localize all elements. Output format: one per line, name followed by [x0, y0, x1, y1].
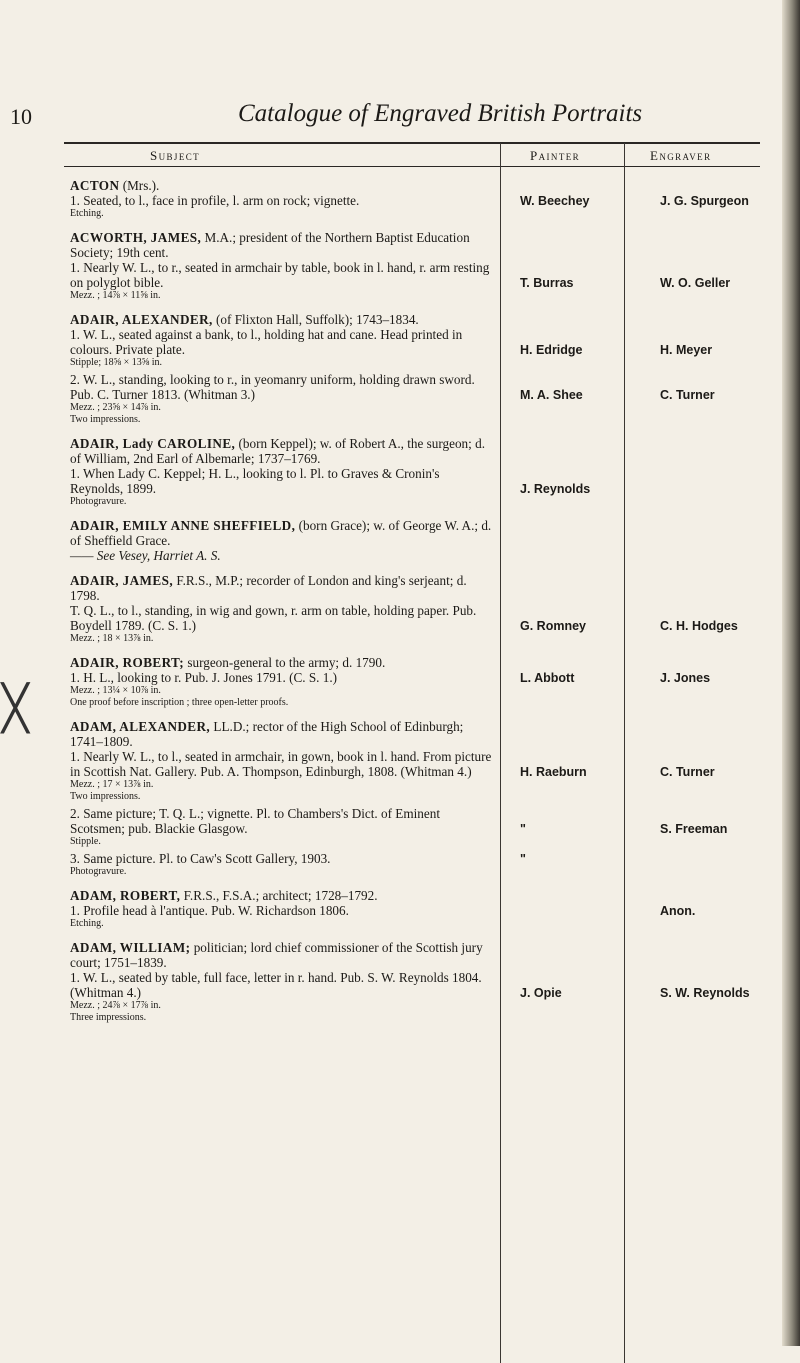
column-header-painter: Painter [530, 148, 581, 163]
item-detail: Etching. [70, 208, 104, 219]
item-text: 3. Same picture. Pl. to Caw's Scott Gallery, 1903. [70, 851, 331, 866]
column-header-subject: Subject [150, 148, 201, 163]
entry-name: ADAIR, ROBERT; [70, 655, 185, 670]
painter-name: " [520, 822, 526, 836]
entry-description: surgeon-general to the army; d. 1790. [187, 655, 386, 670]
entry-item [70, 260, 800, 302]
entry-description: (Mrs.). [122, 178, 160, 193]
item-text: 1. Profile head à l'antique. Pub. W. Richardson 1806. [70, 903, 349, 918]
item-text: 1. When Lady C. Keppel; H. L., looking to l. Pl. to Graves & Cronin's Reynolds, 1899. [70, 466, 440, 496]
item-text: 1. Nearly W. L., to r., seated in armchair by table, book in l. hand, r. arm resting on polyglot bible. [70, 260, 490, 290]
entry-item [70, 603, 800, 645]
catalogue-entry [70, 719, 800, 878]
entry-name: ADAIR, ALEXANDER, [70, 312, 213, 327]
entry-item [70, 970, 800, 1024]
item-text: 1. H. L., looking to r. Pub. J. Jones 1791. (C. S. 1.) [70, 670, 338, 685]
painter-name: G. Romney [520, 619, 586, 633]
item-text: 1. W. L., seated against a bank, to l., holding hat and cane. Head printed in colours. Private plate. [70, 327, 463, 357]
entry-description: politician; lord chief commissioner of the Scottish jury court; 1751–1839. [70, 940, 483, 970]
entry-name: ADAIR, EMILY ANNE SHEFFIELD, [70, 518, 296, 533]
entry-item [70, 548, 800, 563]
entry-description: F.R.S., F.S.A.; architect; 1728–1792. [183, 888, 378, 903]
handwritten-cross-mark: ╳ [2, 683, 29, 734]
running-title: Catalogue of Engraved British Portraits [238, 100, 643, 127]
catalogue-body [70, 178, 800, 1034]
catalogue-entry [70, 312, 800, 426]
item-detail: Mezz. ; 18 × 13⅞ in. [70, 633, 154, 644]
entry-description: (of Flixton Hall, Suffolk); 1743–1834. [216, 312, 419, 327]
catalogue-entry [70, 230, 800, 302]
item-text: 1. Nearly W. L., to l., seated in armchair, in gown, book in l. hand. From picture in Scottish Nat. Gallery. Pub. A. Thompson, Edinburgh, 1808. (Whitman 4.) [70, 749, 492, 779]
painter-name: L. Abbott [520, 671, 575, 685]
entry-item [70, 851, 800, 878]
entry-description: (born Grace); w. of George W. A.; d. of Sheffield Grace. [70, 518, 492, 548]
item-detail: Mezz. ; 13¼ × 10⅞ in. [70, 685, 161, 696]
entry-item [70, 670, 800, 709]
painter-name: " [520, 852, 526, 866]
item-text: 1. Seated, to l., face in profile, l. arm on rock; vignette. [70, 193, 360, 208]
item-text: 2. W. L., standing, looking to r., in yeomanry uniform, holding drawn sword. Pub. C. Turner 1813. (Whitman 3.) [70, 372, 475, 402]
engraver-name: C. Turner [660, 765, 715, 779]
catalogue-entry [70, 940, 800, 1024]
painter-name: H. Raeburn [520, 765, 587, 779]
item-detail: Stipple; 18⅝ × 13⅝ in. [70, 357, 163, 368]
item-detail: Etching. [70, 918, 104, 929]
entry-item [70, 466, 800, 508]
see-also-reference: —— See Vesey, Harriet A. S. [70, 548, 221, 563]
entry-description: F.R.S., M.P.; recorder of London and king's serjeant; d. 1798. [70, 573, 467, 603]
table-header-rule [64, 166, 760, 167]
item-detail: Mezz. ; 17 × 13⅞ in. [70, 779, 154, 790]
entry-name: ACTON [70, 178, 120, 193]
catalogue-entry [70, 888, 800, 930]
entry-description: LL.D.; rector of the High School of Edinburgh; 1741–1809. [70, 719, 464, 749]
entry-item [70, 372, 800, 426]
item-detail: Stipple. [70, 836, 101, 847]
painter-name: H. Edridge [520, 343, 583, 357]
engraver-name: Anon. [660, 904, 696, 918]
entry-item [70, 806, 800, 848]
entry-item [70, 327, 800, 369]
entry-name: ADAIR, JAMES, [70, 573, 174, 588]
catalogue-entry [70, 178, 800, 220]
engraver-name: S. W. Reynolds [660, 986, 750, 1000]
entry-name: ACWORTH, JAMES, [70, 230, 202, 245]
entry-name: ADAM, ROBERT, [70, 888, 181, 903]
item-detail-2: Two impressions. [70, 414, 141, 425]
engraver-name: C. H. Hodges [660, 619, 738, 633]
catalogue-entry [70, 573, 800, 645]
item-detail: Mezz. ; 24⅞ × 17⅞ in. [70, 1000, 161, 1011]
catalogue-entry [70, 436, 800, 508]
item-detail: Mezz. ; 23⅝ × 14⅞ in. [70, 402, 161, 413]
catalogue-entry [70, 518, 800, 563]
entry-description: M.A.; president of the Northern Baptist Education Society; 19th cent. [70, 230, 470, 260]
engraver-name: W. O. Geller [660, 276, 731, 290]
item-text: 2. Same picture; T. Q. L.; vignette. Pl. to Chambers's Dict. of Eminent Scotsmen; pub. Blackie Glasgow. [70, 806, 440, 836]
entry-item [70, 903, 800, 930]
table-top-rule [64, 142, 760, 144]
painter-name: W. Beechey [520, 194, 590, 208]
catalogue-entry [70, 655, 800, 709]
engraver-name: C. Turner [660, 388, 715, 402]
item-detail: Mezz. ; 14⅞ × 11⅝ in. [70, 290, 161, 301]
item-text: T. Q. L., to l., standing, in wig and gown, r. arm on table, holding paper. Pub. Boydell 1789. (C. S. 1.) [70, 603, 477, 633]
engraver-name: J. G. Spurgeon [660, 194, 749, 208]
item-detail: Photogravure. [70, 866, 127, 877]
entry-name: ADAM, WILLIAM; [70, 940, 191, 955]
painter-name: M. A. Shee [520, 388, 583, 402]
column-header-engraver: Engraver [650, 148, 712, 163]
engraver-name: S. Freeman [660, 822, 728, 836]
entry-name: ADAM, ALEXANDER, [70, 719, 211, 734]
entry-item [70, 749, 800, 803]
entry-item [70, 193, 800, 220]
item-detail-2: One proof before inscription ; three open-letter proofs. [70, 697, 289, 708]
item-detail: Photogravure. [70, 496, 127, 507]
item-detail-2: Two impressions. [70, 791, 141, 802]
engraver-name: H. Meyer [660, 343, 713, 357]
engraver-name: J. Jones [660, 671, 711, 685]
page-header [10, 96, 750, 136]
item-detail-2: Three impressions. [70, 1012, 147, 1023]
painter-name: J. Reynolds [520, 482, 591, 496]
item-text: 1. W. L., seated by table, full face, letter in r. hand. Pub. S. W. Reynolds 1804. (Whitman 4.) [70, 970, 482, 1000]
entry-name: ADAIR, Lady CAROLINE, [70, 436, 236, 451]
page-number: 10 [10, 104, 32, 129]
entry-description: (born Keppel); w. of Robert A., the surgeon; d. of William, 2nd Earl of Albemarle; 1737–1769. [70, 436, 486, 466]
painter-name: T. Burras [520, 276, 574, 290]
painter-name: J. Opie [520, 986, 562, 1000]
